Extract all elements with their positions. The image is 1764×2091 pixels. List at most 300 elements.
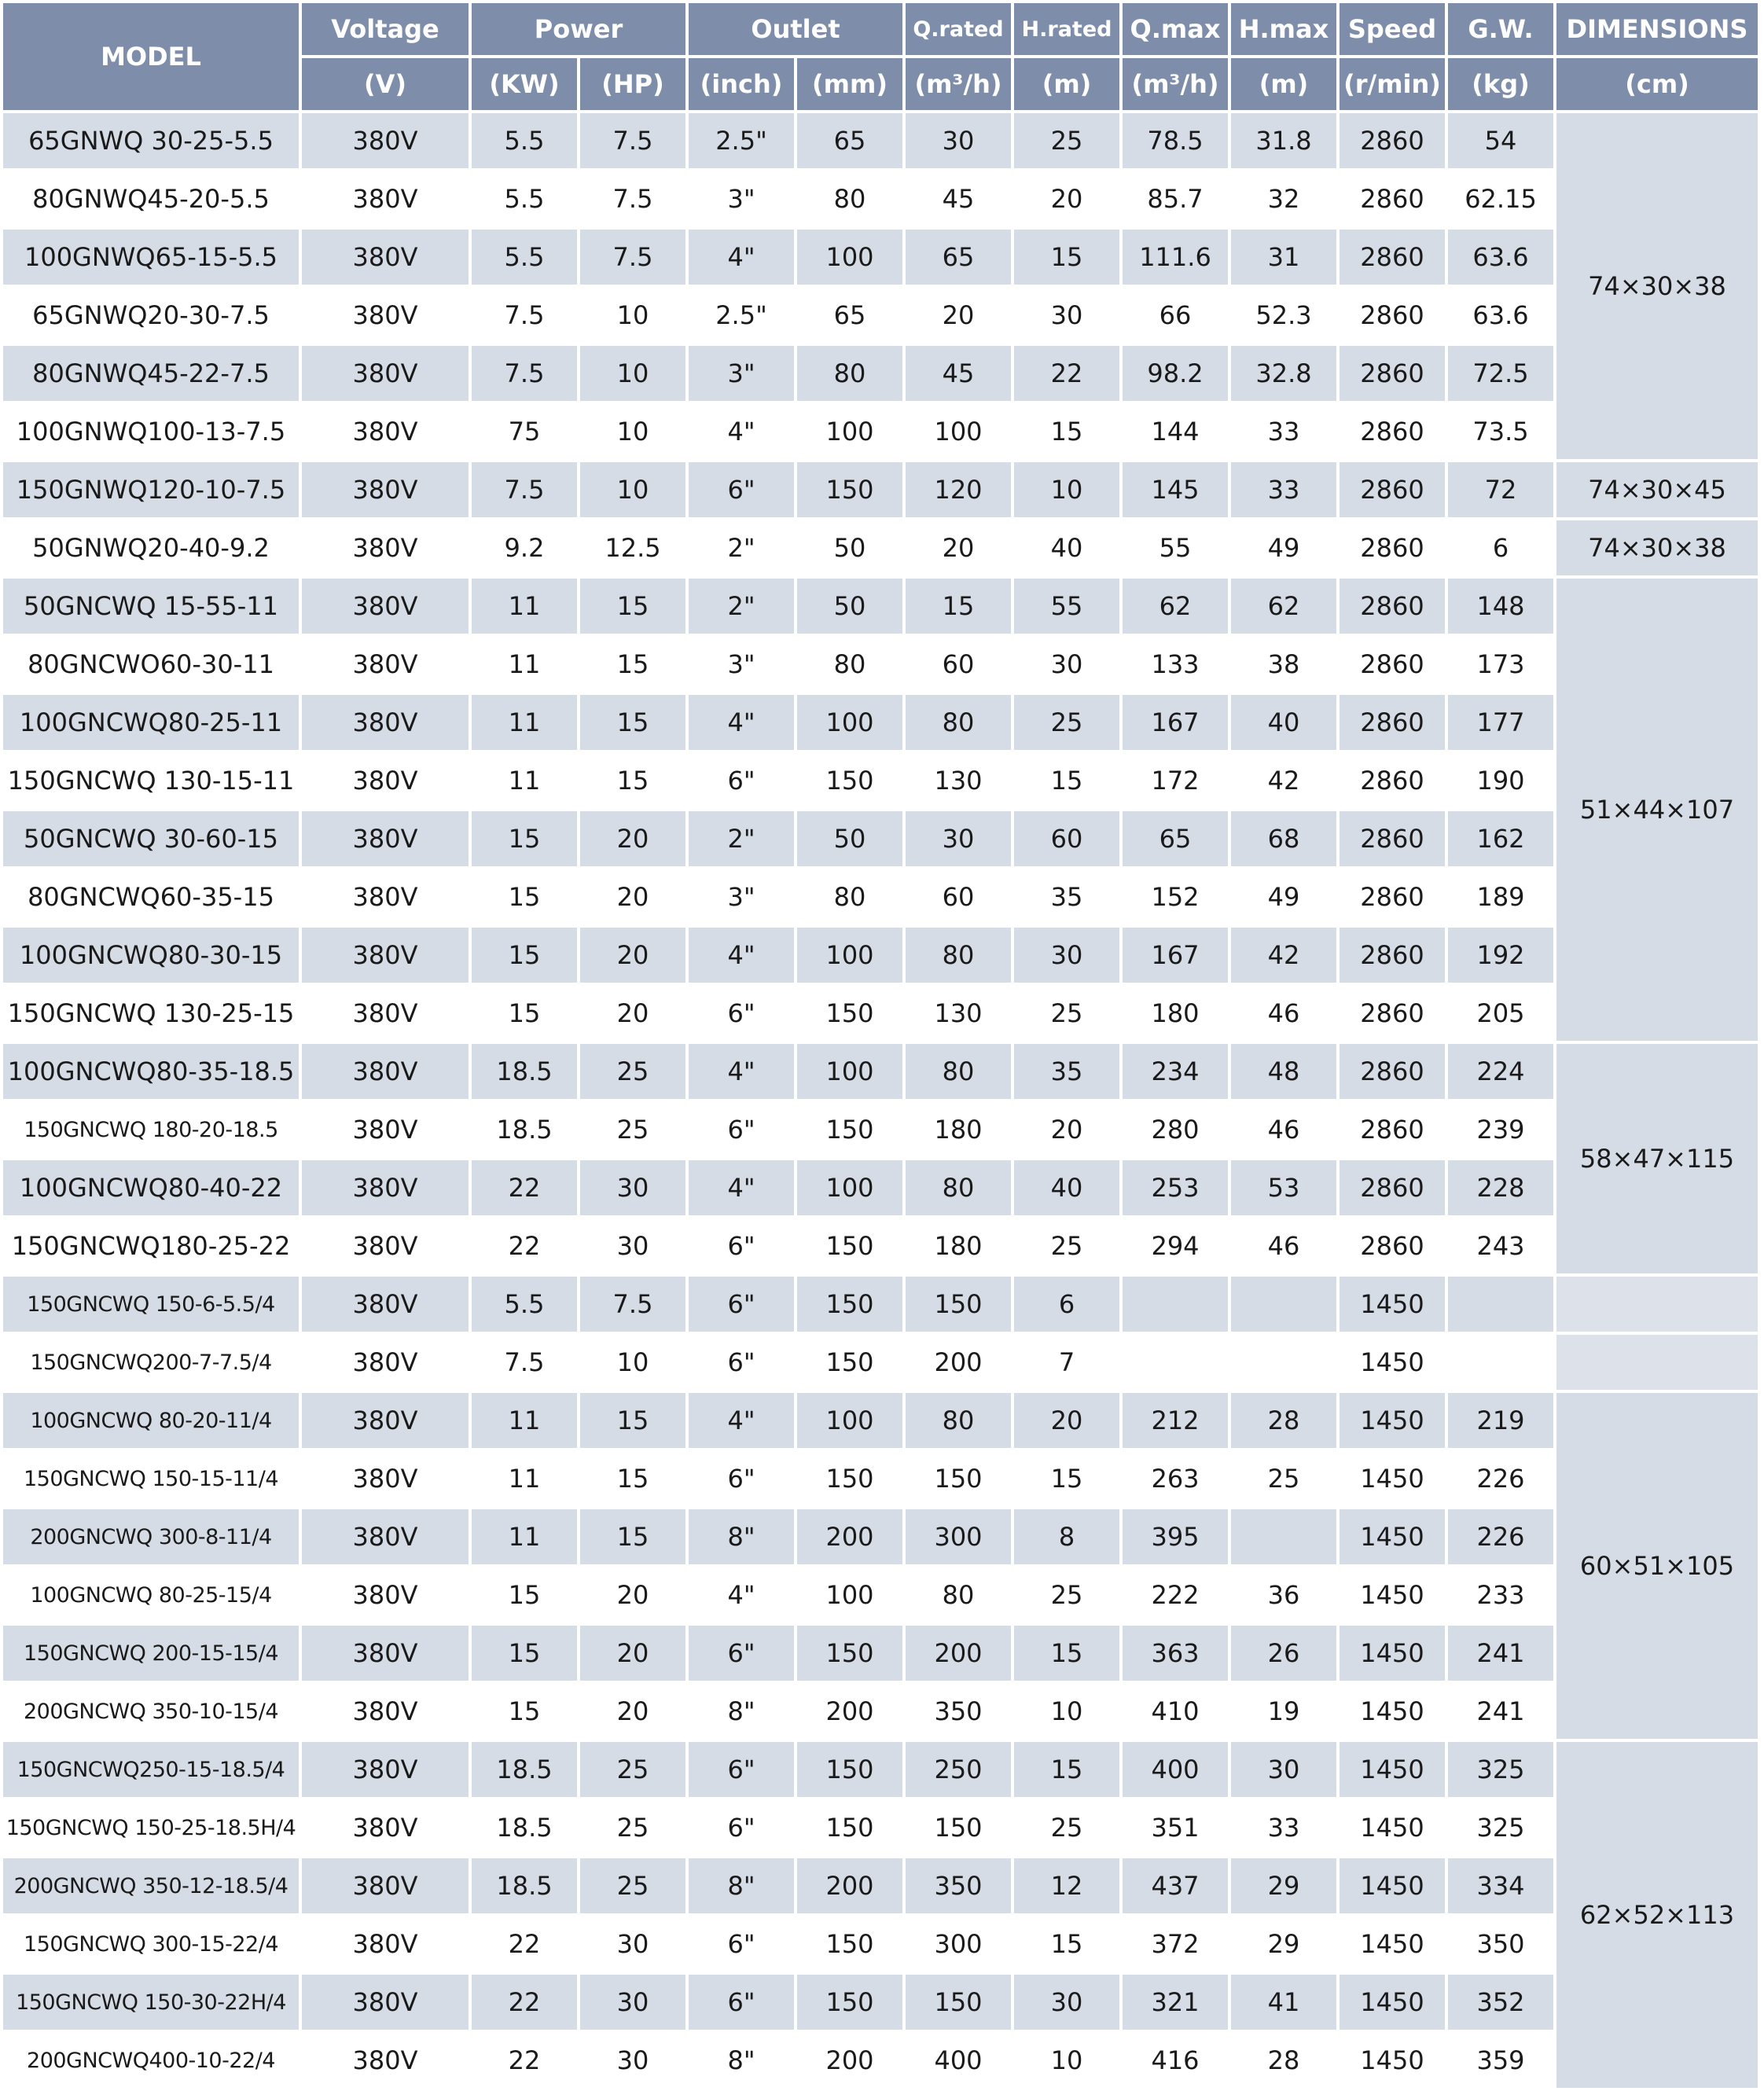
cell-speed: 1450 bbox=[1340, 1800, 1445, 1855]
cell-voltage: 380V bbox=[302, 1393, 469, 1448]
cell-voltage: 380V bbox=[302, 230, 469, 285]
cell-q-rated: 300 bbox=[906, 1509, 1011, 1564]
cell-model: 150GNWQ120-10-7.5 bbox=[3, 462, 299, 517]
cell-gw: 241 bbox=[1448, 1626, 1553, 1681]
cell-power-kw: 18.5 bbox=[472, 1800, 577, 1855]
table-row bbox=[3, 811, 1758, 866]
cell-q-rated: 180 bbox=[906, 1218, 1011, 1273]
cell-h-rated: 35 bbox=[1014, 1044, 1119, 1099]
cell-gw: 63.6 bbox=[1448, 288, 1553, 343]
cell-q-max: 78.5 bbox=[1123, 113, 1228, 168]
cell-h-max: 41 bbox=[1231, 1975, 1336, 2030]
cell-outlet-mm: 150 bbox=[797, 1451, 902, 1506]
cell-outlet-mm: 100 bbox=[797, 1567, 902, 1622]
cell-power-kw: 5.5 bbox=[472, 1277, 577, 1332]
table-row bbox=[3, 520, 1758, 575]
cell-h-max: 31 bbox=[1231, 230, 1336, 285]
cell-dimensions: 74×30×38 bbox=[1556, 113, 1758, 459]
header-power: Power bbox=[472, 3, 685, 55]
cell-h-rated: 20 bbox=[1014, 1393, 1119, 1448]
cell-outlet-mm: 150 bbox=[797, 462, 902, 517]
table-row bbox=[3, 1160, 1758, 1215]
cell-q-max bbox=[1123, 1335, 1228, 1390]
cell-h-max bbox=[1231, 1277, 1336, 1332]
cell-q-rated: 20 bbox=[906, 520, 1011, 575]
cell-q-max: 85.7 bbox=[1123, 171, 1228, 226]
cell-outlet-mm: 150 bbox=[797, 986, 902, 1041]
table-row bbox=[3, 1858, 1758, 1913]
cell-outlet-mm: 80 bbox=[797, 637, 902, 692]
cell-outlet-inch: 6" bbox=[689, 462, 794, 517]
unit-q-max: (m³/h) bbox=[1123, 58, 1228, 110]
cell-h-max: 53 bbox=[1231, 1160, 1336, 1215]
cell-gw: 226 bbox=[1448, 1509, 1553, 1564]
cell-model: 50GNWQ20-40-9.2 bbox=[3, 520, 299, 575]
cell-q-max: 180 bbox=[1123, 986, 1228, 1041]
cell-outlet-mm: 100 bbox=[797, 1160, 902, 1215]
table-row bbox=[3, 346, 1758, 401]
cell-speed: 2860 bbox=[1340, 695, 1445, 750]
cell-voltage: 380V bbox=[302, 1102, 469, 1157]
cell-power-kw: 18.5 bbox=[472, 1742, 577, 1797]
table-row bbox=[3, 288, 1758, 343]
cell-q-max: 351 bbox=[1123, 1800, 1228, 1855]
table-row bbox=[3, 113, 1758, 168]
cell-q-max: 145 bbox=[1123, 462, 1228, 517]
cell-model: 150GNCWQ 200-15-15/4 bbox=[3, 1626, 299, 1681]
cell-q-max: 172 bbox=[1123, 753, 1228, 808]
cell-power-kw: 22 bbox=[472, 1160, 577, 1215]
cell-speed: 2860 bbox=[1340, 1044, 1445, 1099]
cell-dimensions: 62×52×113 bbox=[1556, 1742, 1758, 2088]
cell-q-rated: 80 bbox=[906, 1567, 1011, 1622]
cell-speed: 1450 bbox=[1340, 1742, 1445, 1797]
cell-speed: 2860 bbox=[1340, 171, 1445, 226]
cell-h-rated: 35 bbox=[1014, 869, 1119, 924]
cell-voltage: 380V bbox=[302, 520, 469, 575]
cell-h-rated: 25 bbox=[1014, 986, 1119, 1041]
cell-h-max bbox=[1231, 1335, 1336, 1390]
table-row bbox=[3, 753, 1758, 808]
cell-power-hp: 30 bbox=[580, 1160, 685, 1215]
cell-h-max: 32 bbox=[1231, 171, 1336, 226]
cell-power-hp: 20 bbox=[580, 928, 685, 983]
cell-power-kw: 15 bbox=[472, 1567, 577, 1622]
cell-speed: 1450 bbox=[1340, 1684, 1445, 1739]
cell-voltage: 380V bbox=[302, 1277, 469, 1332]
cell-gw bbox=[1448, 1335, 1553, 1390]
cell-power-hp: 15 bbox=[580, 637, 685, 692]
cell-speed: 2860 bbox=[1340, 404, 1445, 459]
cell-power-kw: 11 bbox=[472, 695, 577, 750]
cell-outlet-inch: 4" bbox=[689, 230, 794, 285]
cell-h-max: 29 bbox=[1231, 1916, 1336, 1972]
cell-h-rated: 30 bbox=[1014, 928, 1119, 983]
cell-q-max: 437 bbox=[1123, 1858, 1228, 1913]
cell-outlet-inch: 4" bbox=[689, 695, 794, 750]
cell-h-rated: 40 bbox=[1014, 1160, 1119, 1215]
cell-power-hp: 7.5 bbox=[580, 230, 685, 285]
cell-h-rated: 25 bbox=[1014, 1800, 1119, 1855]
table-row bbox=[3, 1975, 1758, 2030]
header-h-rated: H.rated bbox=[1014, 3, 1119, 55]
cell-outlet-inch: 4" bbox=[689, 1160, 794, 1215]
cell-model: 200GNCWQ400-10-22/4 bbox=[3, 2033, 299, 2088]
cell-q-max: 400 bbox=[1123, 1742, 1228, 1797]
table-row bbox=[3, 579, 1758, 634]
cell-gw: 219 bbox=[1448, 1393, 1553, 1448]
cell-model: 80GNCWO60-30-11 bbox=[3, 637, 299, 692]
unit-voltage: (V) bbox=[302, 58, 469, 110]
cell-q-rated: 150 bbox=[906, 1277, 1011, 1332]
table-header bbox=[3, 3, 1758, 110]
cell-power-kw: 11 bbox=[472, 753, 577, 808]
cell-outlet-inch: 4" bbox=[689, 1044, 794, 1099]
cell-gw: 173 bbox=[1448, 637, 1553, 692]
cell-dimensions: 60×51×105 bbox=[1556, 1393, 1758, 1739]
header-h-max: H.max bbox=[1231, 3, 1336, 55]
cell-h-rated: 7 bbox=[1014, 1335, 1119, 1390]
unit-h-max: (m) bbox=[1231, 58, 1336, 110]
cell-power-kw: 7.5 bbox=[472, 1335, 577, 1390]
cell-power-kw: 22 bbox=[472, 2033, 577, 2088]
header-row bbox=[3, 3, 1758, 55]
cell-power-hp: 20 bbox=[580, 1567, 685, 1622]
cell-q-rated: 300 bbox=[906, 1916, 1011, 1972]
cell-power-hp: 30 bbox=[580, 2033, 685, 2088]
cell-h-max: 48 bbox=[1231, 1044, 1336, 1099]
table-row bbox=[3, 1451, 1758, 1506]
cell-q-max: 167 bbox=[1123, 928, 1228, 983]
unit-dimensions: (cm) bbox=[1556, 58, 1758, 110]
cell-power-kw: 7.5 bbox=[472, 288, 577, 343]
cell-model: 100GNWQ100-13-7.5 bbox=[3, 404, 299, 459]
cell-outlet-mm: 150 bbox=[797, 1975, 902, 2030]
cell-power-hp: 10 bbox=[580, 1335, 685, 1390]
cell-outlet-inch: 3" bbox=[689, 346, 794, 401]
table-row bbox=[3, 1567, 1758, 1622]
cell-h-rated: 15 bbox=[1014, 1451, 1119, 1506]
cell-outlet-mm: 100 bbox=[797, 1044, 902, 1099]
cell-outlet-mm: 100 bbox=[797, 404, 902, 459]
cell-gw bbox=[1448, 1277, 1553, 1332]
table-row bbox=[3, 637, 1758, 692]
unit-kw: (KW) bbox=[472, 58, 577, 110]
cell-q-rated: 30 bbox=[906, 811, 1011, 866]
unit-mm: (mm) bbox=[797, 58, 902, 110]
cell-power-kw: 11 bbox=[472, 1393, 577, 1448]
cell-q-max: 263 bbox=[1123, 1451, 1228, 1506]
cell-gw: 73.5 bbox=[1448, 404, 1553, 459]
header-speed: Speed bbox=[1340, 3, 1445, 55]
cell-speed: 1450 bbox=[1340, 1626, 1445, 1681]
table-row bbox=[3, 1742, 1758, 1797]
cell-outlet-inch: 2" bbox=[689, 811, 794, 866]
cell-power-kw: 22 bbox=[472, 1916, 577, 1972]
cell-outlet-mm: 150 bbox=[797, 753, 902, 808]
cell-speed: 2860 bbox=[1340, 811, 1445, 866]
cell-outlet-inch: 8" bbox=[689, 1509, 794, 1564]
cell-q-max: 133 bbox=[1123, 637, 1228, 692]
cell-h-rated: 15 bbox=[1014, 1626, 1119, 1681]
cell-voltage: 380V bbox=[302, 1800, 469, 1855]
cell-outlet-inch: 8" bbox=[689, 1684, 794, 1739]
cell-h-rated: 10 bbox=[1014, 462, 1119, 517]
table-row bbox=[3, 1509, 1758, 1564]
cell-power-hp: 30 bbox=[580, 1975, 685, 2030]
cell-outlet-mm: 80 bbox=[797, 869, 902, 924]
cell-power-kw: 11 bbox=[472, 1509, 577, 1564]
cell-h-max: 62 bbox=[1231, 579, 1336, 634]
cell-q-max: 55 bbox=[1123, 520, 1228, 575]
cell-q-rated: 180 bbox=[906, 1102, 1011, 1157]
table-row bbox=[3, 1218, 1758, 1273]
cell-outlet-inch: 4" bbox=[689, 404, 794, 459]
cell-gw: 352 bbox=[1448, 1975, 1553, 2030]
cell-q-max: 280 bbox=[1123, 1102, 1228, 1157]
cell-outlet-inch: 6" bbox=[689, 1451, 794, 1506]
cell-gw: 334 bbox=[1448, 1858, 1553, 1913]
cell-q-rated: 130 bbox=[906, 753, 1011, 808]
table-row bbox=[3, 928, 1758, 983]
cell-power-hp: 15 bbox=[580, 753, 685, 808]
cell-power-hp: 20 bbox=[580, 869, 685, 924]
cell-voltage: 380V bbox=[302, 462, 469, 517]
cell-model: 100GNCWQ 80-25-15/4 bbox=[3, 1567, 299, 1622]
cell-gw: 228 bbox=[1448, 1160, 1553, 1215]
cell-power-hp: 10 bbox=[580, 404, 685, 459]
cell-voltage: 380V bbox=[302, 1916, 469, 1972]
cell-voltage: 380V bbox=[302, 1509, 469, 1564]
cell-q-rated: 150 bbox=[906, 1975, 1011, 2030]
cell-q-rated: 45 bbox=[906, 346, 1011, 401]
cell-q-max: 372 bbox=[1123, 1916, 1228, 1972]
cell-h-max: 46 bbox=[1231, 986, 1336, 1041]
cell-h-max: 46 bbox=[1231, 1102, 1336, 1157]
cell-gw: 189 bbox=[1448, 869, 1553, 924]
cell-outlet-mm: 200 bbox=[797, 1509, 902, 1564]
cell-q-rated: 200 bbox=[906, 1335, 1011, 1390]
cell-q-max: 234 bbox=[1123, 1044, 1228, 1099]
cell-voltage: 380V bbox=[302, 2033, 469, 2088]
cell-voltage: 380V bbox=[302, 579, 469, 634]
cell-power-hp: 30 bbox=[580, 1916, 685, 1972]
cell-power-hp: 25 bbox=[580, 1044, 685, 1099]
cell-power-hp: 25 bbox=[580, 1102, 685, 1157]
cell-power-hp: 15 bbox=[580, 1451, 685, 1506]
table-row bbox=[3, 462, 1758, 517]
cell-power-hp: 7.5 bbox=[580, 113, 685, 168]
cell-h-max: 26 bbox=[1231, 1626, 1336, 1681]
cell-power-kw: 15 bbox=[472, 869, 577, 924]
cell-h-rated: 10 bbox=[1014, 2033, 1119, 2088]
cell-model: 80GNWQ45-22-7.5 bbox=[3, 346, 299, 401]
cell-power-hp: 25 bbox=[580, 1800, 685, 1855]
cell-outlet-inch: 3" bbox=[689, 637, 794, 692]
cell-h-max: 49 bbox=[1231, 869, 1336, 924]
cell-outlet-inch: 6" bbox=[689, 753, 794, 808]
cell-h-max: 52.3 bbox=[1231, 288, 1336, 343]
cell-h-rated: 30 bbox=[1014, 288, 1119, 343]
cell-outlet-mm: 200 bbox=[797, 2033, 902, 2088]
cell-h-max: 38 bbox=[1231, 637, 1336, 692]
cell-h-rated: 15 bbox=[1014, 1742, 1119, 1797]
cell-speed: 2860 bbox=[1340, 1102, 1445, 1157]
cell-power-kw: 15 bbox=[472, 811, 577, 866]
table-row bbox=[3, 1044, 1758, 1099]
cell-model: 100GNCWQ80-25-11 bbox=[3, 695, 299, 750]
cell-speed: 2860 bbox=[1340, 1218, 1445, 1273]
cell-outlet-mm: 150 bbox=[797, 1626, 902, 1681]
cell-model: 200GNCWQ 350-12-18.5/4 bbox=[3, 1858, 299, 1913]
cell-gw: 239 bbox=[1448, 1102, 1553, 1157]
table-row bbox=[3, 695, 1758, 750]
cell-power-kw: 7.5 bbox=[472, 346, 577, 401]
cell-h-max: 19 bbox=[1231, 1684, 1336, 1739]
cell-speed: 2860 bbox=[1340, 637, 1445, 692]
cell-voltage: 380V bbox=[302, 1975, 469, 2030]
cell-q-rated: 80 bbox=[906, 1160, 1011, 1215]
cell-q-rated: 150 bbox=[906, 1451, 1011, 1506]
cell-model: 80GNWQ45-20-5.5 bbox=[3, 171, 299, 226]
cell-power-kw: 11 bbox=[472, 579, 577, 634]
cell-power-hp: 10 bbox=[580, 462, 685, 517]
cell-speed: 2860 bbox=[1340, 753, 1445, 808]
cell-model: 65GNWQ20-30-7.5 bbox=[3, 288, 299, 343]
cell-q-rated: 60 bbox=[906, 869, 1011, 924]
cell-gw: 243 bbox=[1448, 1218, 1553, 1273]
cell-power-hp: 7.5 bbox=[580, 171, 685, 226]
cell-model: 150GNCWQ 150-25-18.5H/4 bbox=[3, 1800, 299, 1855]
cell-model: 150GNCWQ 150-6-5.5/4 bbox=[3, 1277, 299, 1332]
unit-inch: (inch) bbox=[689, 58, 794, 110]
cell-gw: 359 bbox=[1448, 2033, 1553, 2088]
cell-voltage: 380V bbox=[302, 1451, 469, 1506]
cell-power-hp: 20 bbox=[580, 1684, 685, 1739]
cell-model: 100GNCWQ80-30-15 bbox=[3, 928, 299, 983]
header-q-max: Q.max bbox=[1123, 3, 1228, 55]
cell-outlet-inch: 6" bbox=[689, 1626, 794, 1681]
cell-voltage: 380V bbox=[302, 986, 469, 1041]
cell-h-rated: 30 bbox=[1014, 1975, 1119, 2030]
cell-h-rated: 25 bbox=[1014, 113, 1119, 168]
cell-outlet-mm: 100 bbox=[797, 230, 902, 285]
cell-outlet-inch: 4" bbox=[689, 928, 794, 983]
cell-power-kw: 7.5 bbox=[472, 462, 577, 517]
cell-model: 150GNCWQ250-15-18.5/4 bbox=[3, 1742, 299, 1797]
cell-h-rated: 15 bbox=[1014, 1916, 1119, 1972]
cell-power-kw: 5.5 bbox=[472, 113, 577, 168]
table-row bbox=[3, 1916, 1758, 1972]
cell-q-rated: 80 bbox=[906, 1393, 1011, 1448]
cell-power-kw: 18.5 bbox=[472, 1858, 577, 1913]
cell-model: 150GNCWQ 130-15-11 bbox=[3, 753, 299, 808]
cell-power-hp: 10 bbox=[580, 346, 685, 401]
cell-voltage: 380V bbox=[302, 1858, 469, 1913]
cell-power-kw: 15 bbox=[472, 928, 577, 983]
cell-speed: 1450 bbox=[1340, 1509, 1445, 1564]
cell-q-rated: 350 bbox=[906, 1684, 1011, 1739]
cell-q-max: 62 bbox=[1123, 579, 1228, 634]
cell-q-max: 395 bbox=[1123, 1509, 1228, 1564]
cell-speed: 1450 bbox=[1340, 1858, 1445, 1913]
table-row bbox=[3, 1277, 1758, 1332]
cell-h-rated: 12 bbox=[1014, 1858, 1119, 1913]
cell-outlet-mm: 150 bbox=[797, 1800, 902, 1855]
cell-q-rated: 15 bbox=[906, 579, 1011, 634]
cell-q-max: 212 bbox=[1123, 1393, 1228, 1448]
cell-power-hp: 15 bbox=[580, 579, 685, 634]
cell-speed: 1450 bbox=[1340, 1393, 1445, 1448]
cell-speed: 1450 bbox=[1340, 2033, 1445, 2088]
cell-outlet-inch: 4" bbox=[689, 1567, 794, 1622]
cell-h-rated: 55 bbox=[1014, 579, 1119, 634]
unit-q-rated: (m³/h) bbox=[906, 58, 1011, 110]
cell-model: 150GNCWQ 150-30-22H/4 bbox=[3, 1975, 299, 2030]
cell-dimensions bbox=[1556, 1335, 1758, 1390]
table-row bbox=[3, 2033, 1758, 2088]
cell-voltage: 380V bbox=[302, 1218, 469, 1273]
cell-h-max: 42 bbox=[1231, 753, 1336, 808]
cell-model: 100GNCWQ80-40-22 bbox=[3, 1160, 299, 1215]
cell-q-rated: 80 bbox=[906, 928, 1011, 983]
cell-voltage: 380V bbox=[302, 113, 469, 168]
cell-voltage: 380V bbox=[302, 869, 469, 924]
table-row bbox=[3, 869, 1758, 924]
cell-q-rated: 45 bbox=[906, 171, 1011, 226]
cell-power-kw: 22 bbox=[472, 1975, 577, 2030]
cell-power-hp: 15 bbox=[580, 1509, 685, 1564]
cell-q-max: 321 bbox=[1123, 1975, 1228, 2030]
cell-q-max: 111.6 bbox=[1123, 230, 1228, 285]
cell-outlet-mm: 200 bbox=[797, 1684, 902, 1739]
cell-q-max: 253 bbox=[1123, 1160, 1228, 1215]
cell-voltage: 380V bbox=[302, 695, 469, 750]
cell-q-rated: 30 bbox=[906, 113, 1011, 168]
cell-outlet-mm: 100 bbox=[797, 928, 902, 983]
cell-outlet-inch: 4" bbox=[689, 1393, 794, 1448]
cell-power-hp: 25 bbox=[580, 1858, 685, 1913]
cell-dimensions: 74×30×38 bbox=[1556, 520, 1758, 575]
cell-h-max: 36 bbox=[1231, 1567, 1336, 1622]
cell-gw: 54 bbox=[1448, 113, 1553, 168]
cell-q-max: 416 bbox=[1123, 2033, 1228, 2088]
cell-voltage: 380V bbox=[302, 1742, 469, 1797]
cell-power-hp: 25 bbox=[580, 1742, 685, 1797]
cell-h-rated: 40 bbox=[1014, 520, 1119, 575]
cell-outlet-inch: 8" bbox=[689, 2033, 794, 2088]
cell-outlet-inch: 6" bbox=[689, 1975, 794, 2030]
cell-speed: 1450 bbox=[1340, 1277, 1445, 1332]
cell-outlet-mm: 65 bbox=[797, 113, 902, 168]
cell-speed: 2860 bbox=[1340, 346, 1445, 401]
cell-outlet-mm: 50 bbox=[797, 811, 902, 866]
cell-h-rated: 25 bbox=[1014, 1567, 1119, 1622]
cell-model: 150GNCWQ 180-20-18.5 bbox=[3, 1102, 299, 1157]
cell-model: 100GNWQ65-15-5.5 bbox=[3, 230, 299, 285]
cell-q-rated: 80 bbox=[906, 695, 1011, 750]
cell-outlet-mm: 150 bbox=[797, 1277, 902, 1332]
cell-outlet-inch: 6" bbox=[689, 986, 794, 1041]
cell-outlet-inch: 3" bbox=[689, 171, 794, 226]
cell-model: 50GNCWQ 30-60-15 bbox=[3, 811, 299, 866]
table-row bbox=[3, 1335, 1758, 1390]
cell-gw: 233 bbox=[1448, 1567, 1553, 1622]
cell-dimensions: 74×30×45 bbox=[1556, 462, 1758, 517]
cell-gw: 226 bbox=[1448, 1451, 1553, 1506]
cell-gw: 6 bbox=[1448, 520, 1553, 575]
cell-model: 150GNCWQ 300-15-22/4 bbox=[3, 1916, 299, 1972]
